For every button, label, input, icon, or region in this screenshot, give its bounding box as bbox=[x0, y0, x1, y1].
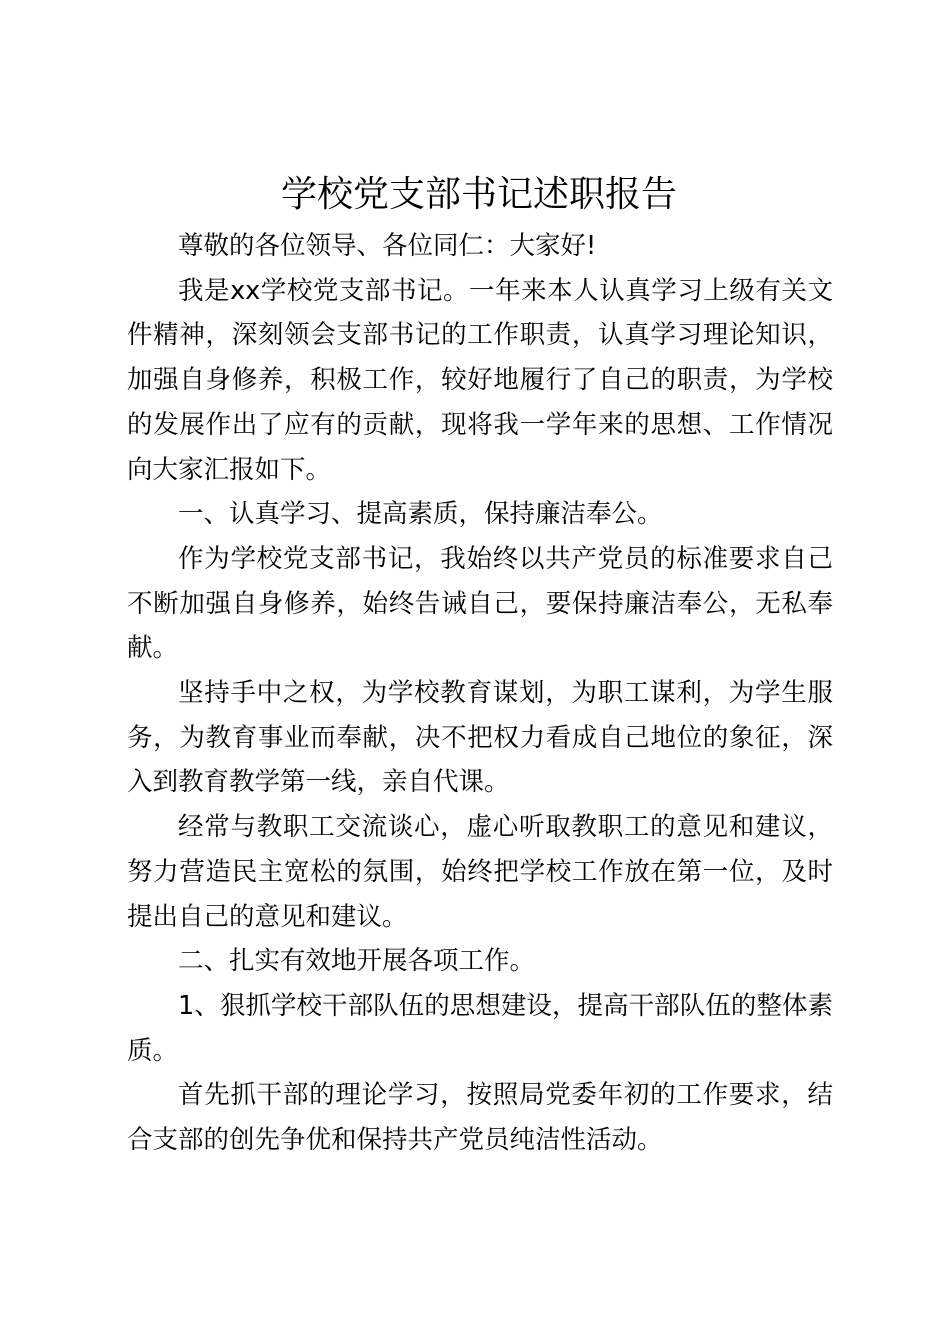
paragraph: 作为学校党支部书记，我始终以共产党员的标准要求自己不断加强自身修养，始终告诫自己，要保持廉洁奉公，无私奉献。 bbox=[127, 543, 833, 664]
subsection-heading-1: 1、狠抓学校干部队伍的思想建设，提高干部队伍的整体素质。 bbox=[127, 990, 833, 1066]
paragraph: 经常与教职工交流谈心，虚心听取教职工的意见和建议，努力营造民主宽松的氛围，始终把学校工作放在第一位，及时提出自己的意见和建议。 bbox=[127, 812, 833, 932]
paragraph-introduction: 我是xx学校党支部书记。一年来本人认真学习上级有关文件精神，深刻领会支部书记的工作职责，认真学习理论知识，加强自身修养，积极工作，较好地履行了自己的职责，为学校的发展作出了应有的贡献，现将我一学年来的思想、工作情况向大家汇报如下。 bbox=[127, 275, 833, 485]
section-heading-2: 二、扎实有效地开展各项工作。 bbox=[178, 946, 536, 977]
paragraph: 首先抓干部的理论学习，按照局党委年初的工作要求，结合支部的创先争优和保持共产党员纯洁性活动。 bbox=[127, 1080, 833, 1156]
section-heading-1: 一、认真学习、提高素质，保持廉洁奉公。 bbox=[178, 499, 663, 530]
document-body bbox=[127, 224, 833, 1163]
paragraph-greeting: 尊敬的各位领导、各位同仁：大家好! bbox=[178, 231, 597, 261]
document-title: 学校党支部书记述职报告 bbox=[280, 174, 677, 215]
paragraph: 坚持手中之权，为学校教育谋划，为职工谋利，为学生服务，为教育事业而奉献，决不把权力看成自己地位的象征，深入到教育教学第一线，亲自代课。 bbox=[127, 678, 833, 798]
